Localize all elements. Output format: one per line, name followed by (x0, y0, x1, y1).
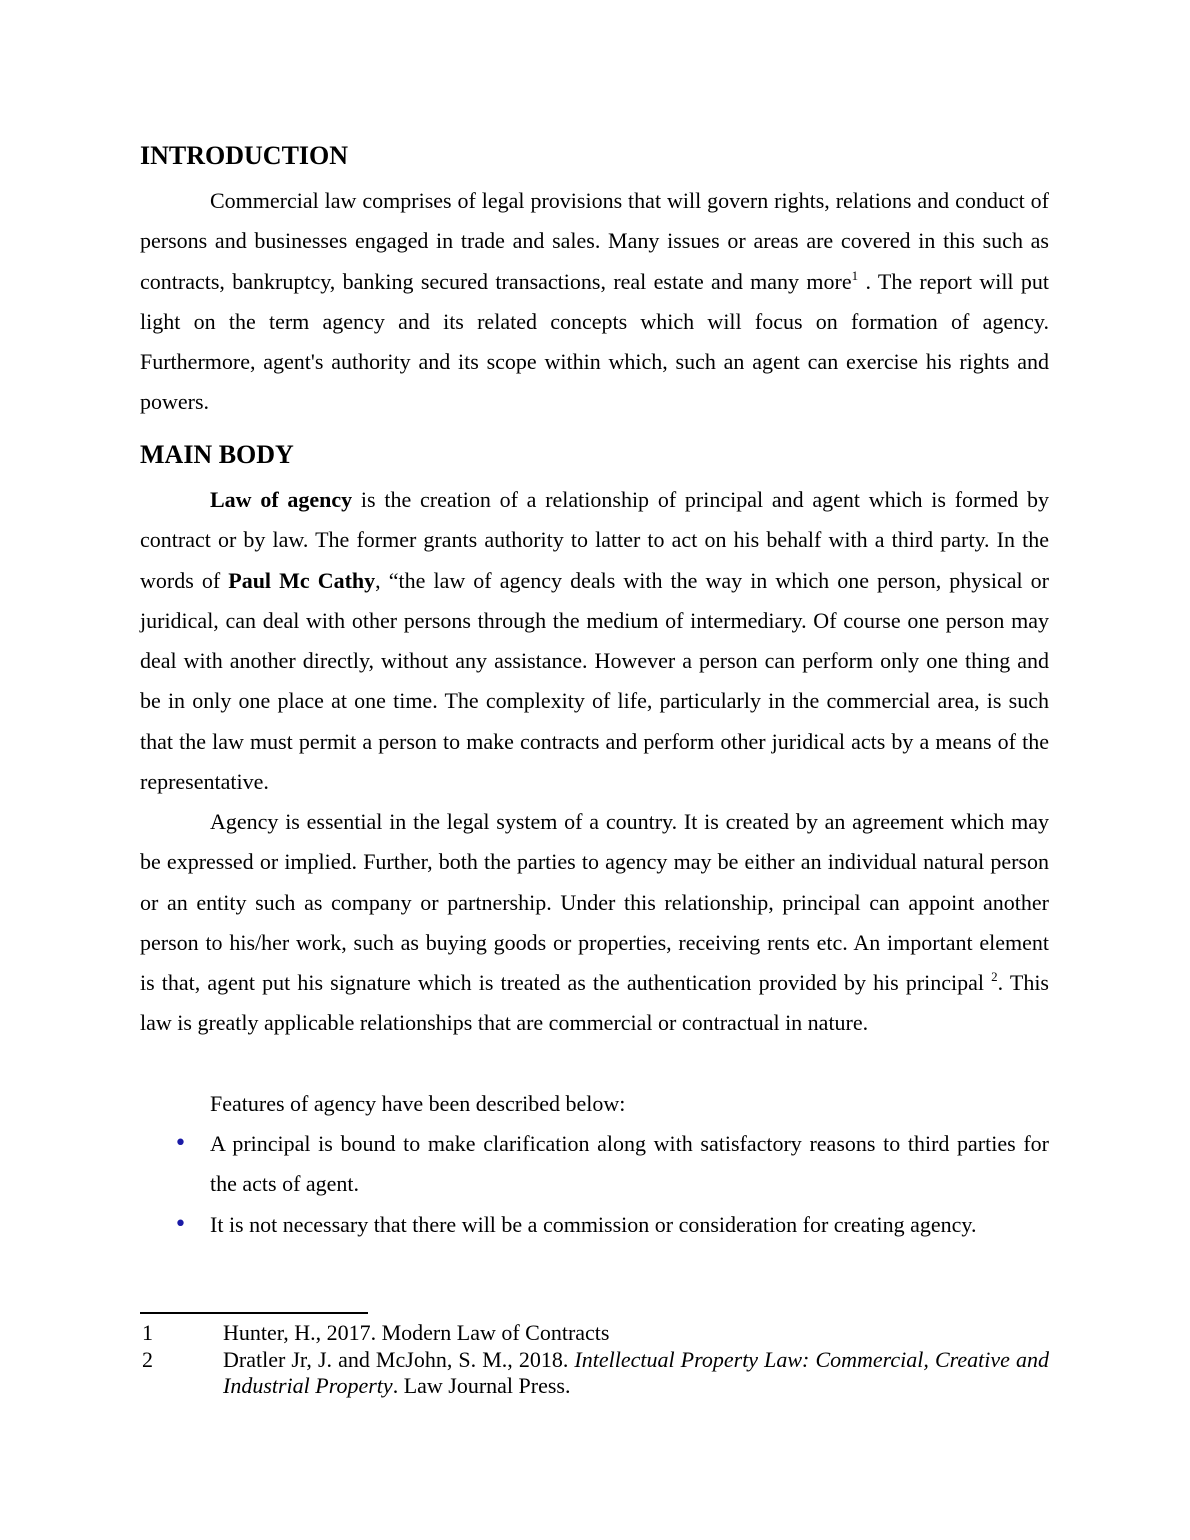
footnotes (140, 1320, 1049, 1400)
bullet-icon: • (174, 1211, 187, 1237)
footnote-text: Dratler Jr, J. and McJohn, S. M., 2018. (223, 1347, 575, 1372)
footnote-separator (140, 1312, 368, 1314)
list-item-text: A principal is bound to make clarification along with satisfactory reasons to third parties for the acts of agent. (210, 1131, 1049, 1197)
law-of-agency-term: Law of agency (210, 487, 353, 512)
features-intro: Features of agency have been described below: (210, 1091, 626, 1116)
footnote-2 (140, 1347, 1049, 1399)
footnote-text: Hunter, H., 2017. Modern Law of Contracts (223, 1320, 610, 1345)
main-body-heading: MAIN BODY (140, 440, 294, 469)
agency-text: Agency is essential in the legal system of a country. It is created by an agreement which may be expressed or implied. Further, both the parties to agency may be either an individual natural person or an entity such as company or partnership. Under this relationship, principal can appoint another person to his/her work, such as buying goods or properties, receiving rents etc. An important element is that, agent put his signature which is treated as the authentication provided by his principal (140, 809, 1049, 996)
agency-paragraph (140, 802, 1049, 1044)
introduction-paragraph (140, 181, 1049, 423)
footnote-number: 2 (142, 1347, 153, 1372)
quoted-author-name: Paul Mc Cathy (228, 567, 376, 593)
footnote-ref-1[interactable]: 1 (851, 267, 859, 283)
introduction-text: Commercial law comprises of legal provisions that will govern rights, relations and conduct of persons and businesses engaged in trade and sales. Many issues or areas are covered in this such as contracts, bankruptcy, banking secured transactions, real estate and many more (140, 188, 1049, 294)
footnote-number: 1 (142, 1320, 153, 1345)
list-item (140, 1124, 1049, 1205)
bullet-icon: • (174, 1131, 187, 1156)
introduction-text-continued: . The report will put light on the term agency and its related concepts which will focus on formation of agency. Furthermore, agent's authority and its scope within which, such an agent can exercise his rights and powers. (140, 268, 1049, 415)
law-of-agency-text: is the creation of a relationship of principal and agent which is formed by contract or by law. The former grants authority to latter to act on his behalf with a third party. In the words of (140, 487, 1049, 593)
footnote-publisher: . Law Journal Press. (392, 1373, 571, 1398)
agency-text-continued: . This law is greatly applicable relationships that are commercial or contractual in nature. (140, 970, 1049, 1036)
law-of-agency-quote: , “the law of agency deals with the way in which one person, physical or juridical, can deal with other persons through the medium of intermediary. Of course one person may deal with another directly, without any assistance. However a person can perform only one thing and be in only one place at one time. The complexity of life, particularly in the commercial area, is such that the law must permit a person to make contracts and perform other juridical acts by a means of the representative. (140, 567, 1049, 795)
features-list (140, 1124, 1049, 1245)
footnote-1 (140, 1320, 1049, 1346)
introduction-heading: INTRODUCTION (140, 141, 349, 170)
footnote-ref-2[interactable]: 2 (991, 969, 998, 985)
list-item (140, 1205, 1049, 1245)
list-item-text: It is not necessary that there will be a commission or consideration for creating agency. (210, 1211, 977, 1237)
footnote-book-title: Intellectual Property Law: Commercial, Creative and Industrial Property (223, 1347, 1049, 1398)
law-of-agency-paragraph (140, 480, 1049, 802)
